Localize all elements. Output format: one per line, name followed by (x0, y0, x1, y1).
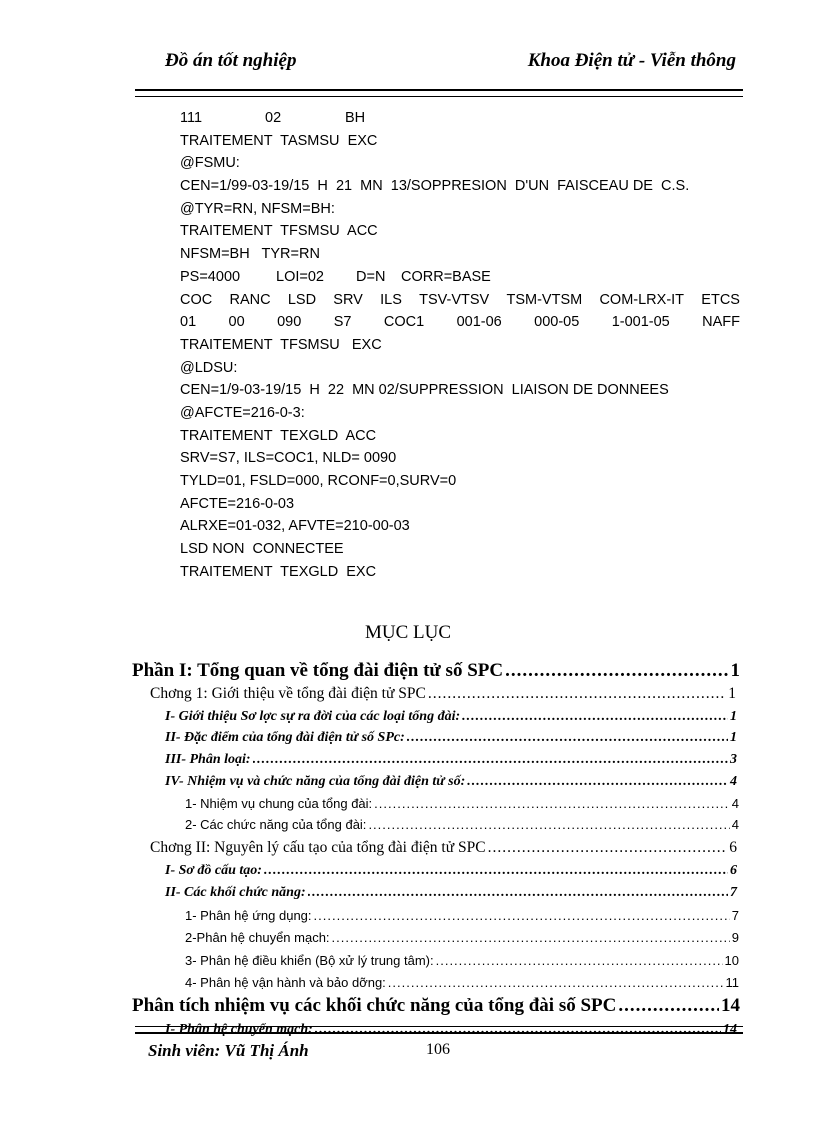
toc-entry-page: 4 (730, 774, 737, 789)
toc-leader-dots (428, 685, 726, 703)
toc-entry-page: 3 (730, 752, 737, 767)
toc-leader-dots (308, 885, 728, 901)
toc-leader-dots (332, 930, 730, 945)
log-line: @LDSU: (180, 359, 238, 376)
log-line (180, 266, 740, 289)
log-token: D=N (356, 268, 386, 285)
toc-entry[interactable] (132, 995, 740, 1017)
footer-student: Sinh viên: Vũ Thị Ánh (148, 1041, 309, 1060)
toc-leader-dots (436, 953, 723, 968)
toc-entry[interactable] (132, 660, 740, 682)
toc-entry[interactable] (165, 709, 737, 725)
toc-entry[interactable] (185, 796, 739, 811)
toc-entry-page: 10 (724, 953, 739, 968)
log-token: COC1 (383, 314, 425, 331)
toc-entry[interactable] (185, 975, 739, 990)
log-line: TRAITEMENT TFSMSU EXC (180, 336, 382, 353)
log-token: 000-05 (534, 314, 580, 331)
log-token: 001-06 (456, 314, 502, 331)
log-token: LSD (287, 291, 317, 308)
toc-entry[interactable] (185, 930, 739, 945)
toc-entry-page: 14 (723, 1022, 737, 1037)
toc-entry-title: II- Đặc điểm của tổng đài điện tử số SPc: (165, 730, 405, 745)
toc-entry-title: Phần I: Tổng quan về tổng đài điện tử số SPC (132, 660, 504, 681)
toc-entry-title: 2- Các chức năng của tổng đài: (185, 817, 367, 832)
log-line: TRAITEMENT TASMSU EXC (180, 132, 378, 149)
log-line (180, 311, 740, 334)
log-token: NAFF (702, 314, 740, 331)
log-line: AFCTE=216-0-03 (180, 495, 295, 512)
toc-entry-page: 9 (731, 930, 739, 945)
log-token: S7 (333, 314, 352, 331)
log-token: ETCS (701, 291, 740, 308)
header-rule (135, 89, 743, 97)
toc-entry-title: IV- Nhiệm vụ và chức năng của tổng đài điện tử số: (165, 774, 466, 789)
log-token: 1-001-05 (611, 314, 670, 331)
toc-leader-dots (374, 796, 730, 811)
toc-entry-title: I- Sơ đồ cấu tạo: (165, 863, 262, 878)
log-line: CEN=1/9-03-19/15 H 22 MN 02/SUPPRESSION LIAISON DE DONNEES (180, 382, 669, 399)
toc-leader-dots (462, 709, 728, 725)
log-line: @TYR=RN, NFSM=BH: (180, 200, 335, 217)
toc-entry-title: I- Giới thiệu Sơ lợc sự ra đời của các loại tổng đài: (165, 709, 461, 724)
toc-entry[interactable] (150, 685, 736, 703)
log-line: LSD NON CONNECTEE (180, 541, 344, 558)
toc-leader-dots (488, 839, 728, 857)
toc-entry-title: III- Phân loại: (165, 752, 251, 767)
log-line: SRV=S7, ILS=COC1, NLD= 0090 (180, 450, 397, 467)
log-line: @AFCTE=216-0-3: (180, 404, 305, 421)
log-token: 01 (180, 314, 197, 331)
toc-entry-title: I- Phân hệ chuyển mạch: (165, 1022, 313, 1037)
log-line: @FSMU: (180, 155, 240, 172)
log-line: TYLD=01, FSLD=000, RCONF=0,SURV=0 (180, 473, 457, 489)
toc-entry-page: 6 (729, 839, 737, 856)
log-token: BH (345, 110, 366, 126)
toc-leader-dots (388, 975, 724, 990)
log-token: 111 (180, 110, 203, 126)
toc-entry[interactable] (165, 730, 737, 746)
toc-entry-title: Chơng 1: Giới thiệu về tổng đài điện tử SPC (150, 685, 426, 702)
toc-entry-title: Phân tích nhiệm vụ các khối chức năng của tổng đài số SPC (132, 995, 617, 1016)
toc-leader-dots (264, 863, 728, 879)
log-line: ALRXE=01-032, AFVTE=210-00-03 (180, 518, 410, 535)
log-line: TRAITEMENT TFSMSU ACC (180, 223, 378, 240)
header-left: Đồ án tốt nghiệp (165, 50, 297, 71)
log-token: TSM-VTSM (506, 291, 583, 308)
toc-leader-dots (407, 730, 728, 746)
toc-entry[interactable] (165, 774, 737, 790)
toc-entry[interactable] (185, 817, 739, 832)
toc-entry[interactable] (165, 885, 737, 901)
toc-entry[interactable] (150, 839, 737, 857)
log-token: RANC (229, 291, 271, 308)
toc-leader-dots (314, 908, 730, 923)
toc-entry-page: 14 (721, 995, 740, 1016)
toc-entry-page: 11 (725, 975, 739, 990)
toc-entry-title: 3- Phân hệ điều khiển (Bộ xử lý trung tâm): (185, 953, 434, 968)
footer-rule (135, 1026, 743, 1034)
header-right: Khoa Điện tử - Viễn thông (527, 50, 736, 71)
log-line: TRAITEMENT TEXGLD ACC (180, 427, 377, 444)
log-token: ILS (380, 291, 402, 308)
toc-title: MỤC LỤC (364, 622, 452, 643)
toc-entry-page: 1 (728, 685, 736, 702)
toc-entry-title: Chơng II: Nguyên lý cấu tạo của tổng đài điện tử SPC (150, 839, 486, 856)
log-token: 00 (228, 314, 245, 331)
log-token: LOI=02 (276, 268, 324, 285)
toc-entry-title: II- Các khối chức năng: (165, 885, 306, 900)
toc-entry-page: 1 (730, 660, 740, 681)
log-token: SRV (333, 291, 363, 308)
toc-entry-page: 6 (730, 863, 737, 878)
log-token: TSV-VTSV (419, 291, 490, 308)
toc-entry-page: 1 (730, 709, 737, 724)
toc-leader-dots (618, 995, 719, 1017)
log-line: CEN=1/99-03-19/15 H 21 MN 13/SOPPRESION D'UN FAISCEAU DE C.S. (180, 178, 690, 195)
log-line: TRAITEMENT TEXGLD EXC (180, 563, 377, 580)
toc-entry-title: 1- Phân hệ ứng dụng: (185, 908, 312, 923)
toc-entry[interactable] (185, 908, 739, 923)
toc-entry-page: 4 (731, 817, 739, 832)
log-token: PS=4000 (180, 268, 241, 285)
toc-entry-page: 1 (730, 730, 737, 745)
toc-entry-page: 7 (730, 885, 737, 900)
log-line: NFSM=BH TYR=RN (180, 246, 320, 263)
toc-leader-dots (253, 752, 728, 768)
log-token: COC (180, 291, 213, 308)
page-number: 106 (426, 1041, 450, 1058)
log-token: 02 (265, 110, 282, 126)
toc-entry-page: 7 (731, 908, 739, 923)
log-token: COM-LRX-IT (599, 291, 685, 308)
toc-entry[interactable] (185, 953, 739, 968)
toc-leader-dots (368, 817, 729, 832)
toc-leader-dots (505, 660, 728, 682)
log-token: CORR=BASE (401, 268, 491, 285)
log-line (180, 289, 740, 312)
toc-leader-dots (467, 774, 728, 790)
toc-entry[interactable] (165, 863, 737, 879)
log-line (180, 107, 740, 130)
console-log (180, 107, 740, 583)
log-token: 090 (277, 314, 302, 331)
toc-entry-title: 1- Nhiệm vụ chung của tổng đài: (185, 796, 373, 811)
toc-entry-title: 2-Phân hệ chuyển mạch: (185, 930, 330, 945)
toc-entry-title: 4- Phân hệ vận hành và bảo dỡng: (185, 975, 386, 990)
toc-entry[interactable] (165, 752, 737, 768)
toc-entry-page: 4 (731, 796, 739, 811)
